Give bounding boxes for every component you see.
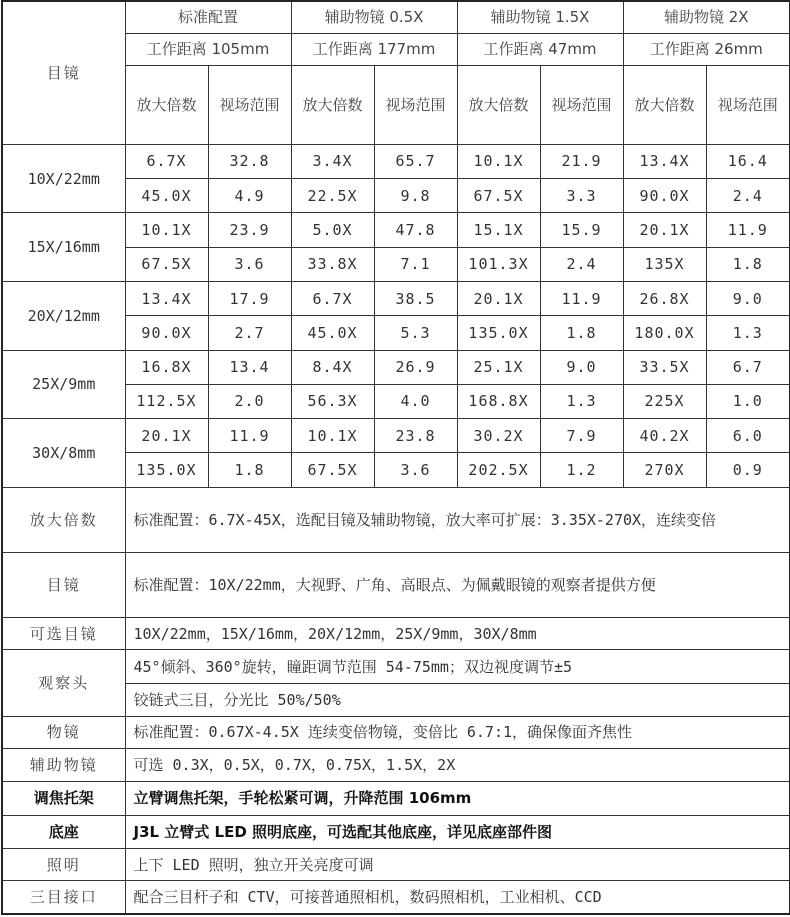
field-of-view-cell: 1.3 <box>540 384 623 418</box>
col-magnification: 放大倍数 <box>623 66 706 145</box>
spec-label-focus-stand: 调焦托架 <box>2 782 125 815</box>
field-of-view-cell: 1.2 <box>540 453 623 487</box>
spec-value-eyepiece: 标准配置：10X/22mm，大视野、广角、高眼点、为佩戴眼镜的观察者提供方便 <box>125 553 790 618</box>
magnification-cell: 270X <box>623 453 706 487</box>
distance-aux-2x: 工作距离 26mm <box>623 33 790 65</box>
magnification-cell: 20.1X <box>457 281 540 315</box>
spec-table <box>1 0 790 915</box>
magnification-cell: 13.4X <box>125 281 208 315</box>
field-of-view-cell: 9.8 <box>374 179 457 213</box>
magnification-cell: 45.0X <box>291 316 374 350</box>
field-of-view-cell: 3.6 <box>374 453 457 487</box>
magnification-cell: 90.0X <box>125 316 208 350</box>
field-of-view-cell: 11.9 <box>208 419 291 453</box>
table-row <box>2 350 790 384</box>
col-magnification: 放大倍数 <box>125 66 208 145</box>
eyepiece-name: 15X/16mm <box>2 213 125 282</box>
spec-value-objective: 标准配置：0.67X-4.5X 连续变倍物镜，变倍比 6.7:1，确保像面齐焦性 <box>125 716 790 748</box>
magnification-cell: 30.2X <box>457 419 540 453</box>
field-of-view-cell: 65.7 <box>374 144 457 178</box>
table-row <box>2 213 790 247</box>
config-title-standard: 标准配置 <box>125 1 291 33</box>
magnification-cell: 22.5X <box>291 179 374 213</box>
eyepiece-name: 30X/8mm <box>2 419 125 488</box>
magnification-cell: 180.0X <box>623 316 706 350</box>
magnification-cell: 90.0X <box>623 179 706 213</box>
col-field-of-view: 视场范围 <box>706 66 790 145</box>
table-row <box>2 281 790 315</box>
field-of-view-cell: 11.9 <box>706 213 790 247</box>
magnification-cell: 3.4X <box>291 144 374 178</box>
magnification-cell: 25.1X <box>457 350 540 384</box>
config-title-aux-0.5x: 辅助物镜 0.5X <box>291 1 457 33</box>
spec-value-base: J3L 立臂式 LED 照明底座，可选配其他底座，详见底座部件图 <box>125 815 790 848</box>
field-of-view-cell: 1.8 <box>208 453 291 487</box>
magnification-cell: 20.1X <box>623 213 706 247</box>
magnification-cell: 135.0X <box>457 316 540 350</box>
config-title-aux-2x: 辅助物镜 2X <box>623 1 790 33</box>
field-of-view-cell: 6.0 <box>706 419 790 453</box>
field-of-view-cell: 16.4 <box>706 144 790 178</box>
magnification-cell: 10.1X <box>291 419 374 453</box>
field-of-view-cell: 2.0 <box>208 384 291 418</box>
magnification-cell: 40.2X <box>623 419 706 453</box>
magnification-cell: 33.5X <box>623 350 706 384</box>
spec-value-focus-stand: 立臂调焦托架，手轮松紧可调，升降范围 106mm <box>125 782 790 815</box>
field-of-view-cell: 38.5 <box>374 281 457 315</box>
eyepiece-data-rows <box>2 144 790 487</box>
magnification-cell: 26.8X <box>623 281 706 315</box>
field-of-view-cell: 21.9 <box>540 144 623 178</box>
field-of-view-cell: 3.6 <box>208 247 291 281</box>
field-of-view-cell: 5.3 <box>374 316 457 350</box>
magnification-cell: 13.4X <box>623 144 706 178</box>
field-of-view-cell: 32.8 <box>208 144 291 178</box>
field-of-view-cell: 3.3 <box>540 179 623 213</box>
col-field-of-view: 视场范围 <box>208 66 291 145</box>
field-of-view-cell: 2.4 <box>540 247 623 281</box>
distance-aux-0.5x: 工作距离 177mm <box>291 33 457 65</box>
field-of-view-cell: 9.0 <box>706 281 790 315</box>
magnification-cell: 45.0X <box>125 179 208 213</box>
magnification-cell: 10.1X <box>125 213 208 247</box>
field-of-view-cell: 23.9 <box>208 213 291 247</box>
magnification-cell: 15.1X <box>457 213 540 247</box>
spec-label-optional-eyepiece: 可选目镜 <box>2 617 125 649</box>
field-of-view-cell: 11.9 <box>540 281 623 315</box>
field-of-view-cell: 4.9 <box>208 179 291 213</box>
field-of-view-cell: 2.7 <box>208 316 291 350</box>
field-of-view-cell: 13.4 <box>208 350 291 384</box>
table-row <box>2 144 790 178</box>
spec-value-head-1: 45°倾斜、360°旋转，瞳距调节范围 54-75mm；双边视度调节±5 <box>125 650 790 684</box>
spec-value-head-2: 铰链式三目，分光比 50%/50% <box>125 684 790 716</box>
config-title-aux-1.5x: 辅助物镜 1.5X <box>457 1 623 33</box>
spec-value-illumination: 上下 LED 照明，独立开关亮度可调 <box>125 848 790 880</box>
spec-label-head: 观察头 <box>2 650 125 717</box>
magnification-cell: 168.8X <box>457 384 540 418</box>
field-of-view-cell: 1.8 <box>540 316 623 350</box>
spec-value-trinocular: 配合三目杆子和 CTV，可接普通照相机，数码照相机，工业相机、CCD <box>125 881 790 914</box>
magnification-cell: 10.1X <box>457 144 540 178</box>
field-of-view-cell: 47.8 <box>374 213 457 247</box>
field-of-view-cell: 2.4 <box>706 179 790 213</box>
field-of-view-cell: 7.9 <box>540 419 623 453</box>
spec-label-base: 底座 <box>2 815 125 848</box>
magnification-cell: 67.5X <box>457 179 540 213</box>
magnification-cell: 6.7X <box>125 144 208 178</box>
field-of-view-cell: 17.9 <box>208 281 291 315</box>
distance-standard: 工作距离 105mm <box>125 33 291 65</box>
col-field-of-view: 视场范围 <box>374 66 457 145</box>
spec-value-magnification: 标准配置：6.7X-45X，选配目镜及辅助物镜，放大率可扩展：3.35X-270X，连续变倍 <box>125 487 790 553</box>
col-magnification: 放大倍数 <box>291 66 374 145</box>
magnification-cell: 8.4X <box>291 350 374 384</box>
field-of-view-cell: 1.0 <box>706 384 790 418</box>
field-of-view-cell: 6.7 <box>706 350 790 384</box>
magnification-cell: 16.8X <box>125 350 208 384</box>
eyepiece-name: 10X/22mm <box>2 144 125 213</box>
distance-aux-1.5x: 工作距离 47mm <box>457 33 623 65</box>
field-of-view-cell: 26.9 <box>374 350 457 384</box>
spec-label-eyepiece: 目镜 <box>2 553 125 618</box>
spec-value-aux-objective: 可选 0.3X，0.5X，0.7X，0.75X，1.5X，2X <box>125 749 790 782</box>
magnification-cell: 67.5X <box>125 247 208 281</box>
magnification-cell: 6.7X <box>291 281 374 315</box>
field-of-view-cell: 1.3 <box>706 316 790 350</box>
eyepiece-name: 20X/12mm <box>2 281 125 350</box>
spec-label-objective: 物镜 <box>2 716 125 748</box>
eyepiece-header: 目镜 <box>2 1 125 144</box>
field-of-view-cell: 0.9 <box>706 453 790 487</box>
magnification-cell: 225X <box>623 384 706 418</box>
magnification-cell: 56.3X <box>291 384 374 418</box>
field-of-view-cell: 4.0 <box>374 384 457 418</box>
spec-label-illumination: 照明 <box>2 848 125 880</box>
field-of-view-cell: 7.1 <box>374 247 457 281</box>
col-field-of-view: 视场范围 <box>540 66 623 145</box>
spec-label-aux-objective: 辅助物镜 <box>2 749 125 782</box>
spec-label-trinocular: 三目接口 <box>2 881 125 914</box>
magnification-cell: 135.0X <box>125 453 208 487</box>
field-of-view-cell: 9.0 <box>540 350 623 384</box>
magnification-cell: 5.0X <box>291 213 374 247</box>
spec-value-optional-eyepiece: 10X/22mm，15X/16mm，20X/12mm，25X/9mm，30X/8mm <box>125 617 790 649</box>
field-of-view-cell: 23.8 <box>374 419 457 453</box>
magnification-cell: 67.5X <box>291 453 374 487</box>
magnification-cell: 20.1X <box>125 419 208 453</box>
field-of-view-cell: 1.8 <box>706 247 790 281</box>
magnification-cell: 33.8X <box>291 247 374 281</box>
spec-label-magnification: 放大倍数 <box>2 487 125 553</box>
table-row <box>2 419 790 453</box>
magnification-cell: 135X <box>623 247 706 281</box>
field-of-view-cell: 15.9 <box>540 213 623 247</box>
col-magnification: 放大倍数 <box>457 66 540 145</box>
magnification-cell: 101.3X <box>457 247 540 281</box>
eyepiece-name: 25X/9mm <box>2 350 125 419</box>
magnification-cell: 112.5X <box>125 384 208 418</box>
magnification-cell: 202.5X <box>457 453 540 487</box>
